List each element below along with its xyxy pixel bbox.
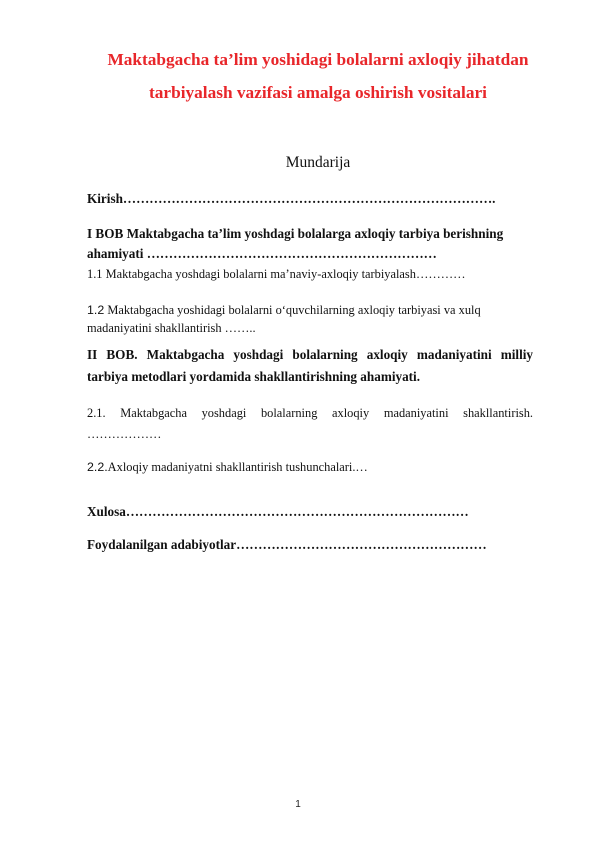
- section-number: 2.2.: [87, 460, 108, 474]
- toc-entry-section-1-2-line-2: madaniyatini shakllantirish ……..: [87, 321, 256, 335]
- section-title: Axloqiy madaniyatni shakllantirish tushunchalari.…: [107, 460, 368, 474]
- toc-entry-section-2-1-line-1: 2.1. Maktabgacha yoshdagi bolalarning axloqiy madaniyatini shakllantirish.: [87, 406, 533, 420]
- toc-entry-chapter-2-line-2: tarbiya metodlari yordamida shakllantirishning ahamiyati.: [87, 369, 421, 384]
- toc-entry-section-2-1-line-2: ………………: [87, 427, 162, 441]
- section-title: Maktabgacha yoshidagi bolalarni o‘quvchilarning axloqiy tarbiyasi va xulq: [104, 303, 481, 317]
- page-number: 1: [295, 799, 301, 810]
- document-title-line-2: tarbiyalash vazifasi amalga oshirish vositalari: [149, 83, 487, 102]
- toc-entry-chapter-2-line-1: II BOB. Maktabgacha yoshdagi bolalarning axloqiy madaniyatini milliy: [87, 347, 533, 362]
- toc-entry-chapter-1-line-1: I BOB Maktabgacha ta’lim yoshdagi bolalarga axloqiy tarbiya berishning: [87, 226, 504, 241]
- toc-entry-section-1-1: 1.1 Maktabgacha yoshdagi bolalarni ma’naviy-axloqiy tarbiyalash…………: [87, 267, 466, 281]
- toc-entry-section-1-2-line-1: [87, 301, 533, 319]
- toc-entry-section-2-2: [87, 458, 533, 476]
- document-title-line-1: Maktabgacha ta’lim yoshidagi bolalarni axloqiy jihatdan: [107, 50, 529, 69]
- toc-heading: Mundarija: [285, 154, 351, 171]
- toc-entry-introduction: Kirish………………………………………………………………………….: [87, 191, 496, 206]
- toc-entry-chapter-1-line-2: ahamiyati …………………………………………………………: [87, 246, 437, 261]
- toc-entry-references: Foydalanilgan adabiyotlar…………………………………………………: [87, 537, 487, 552]
- section-number: 1.2: [87, 303, 105, 317]
- toc-entry-conclusion: Xulosa……………………………………………………………………: [87, 504, 469, 519]
